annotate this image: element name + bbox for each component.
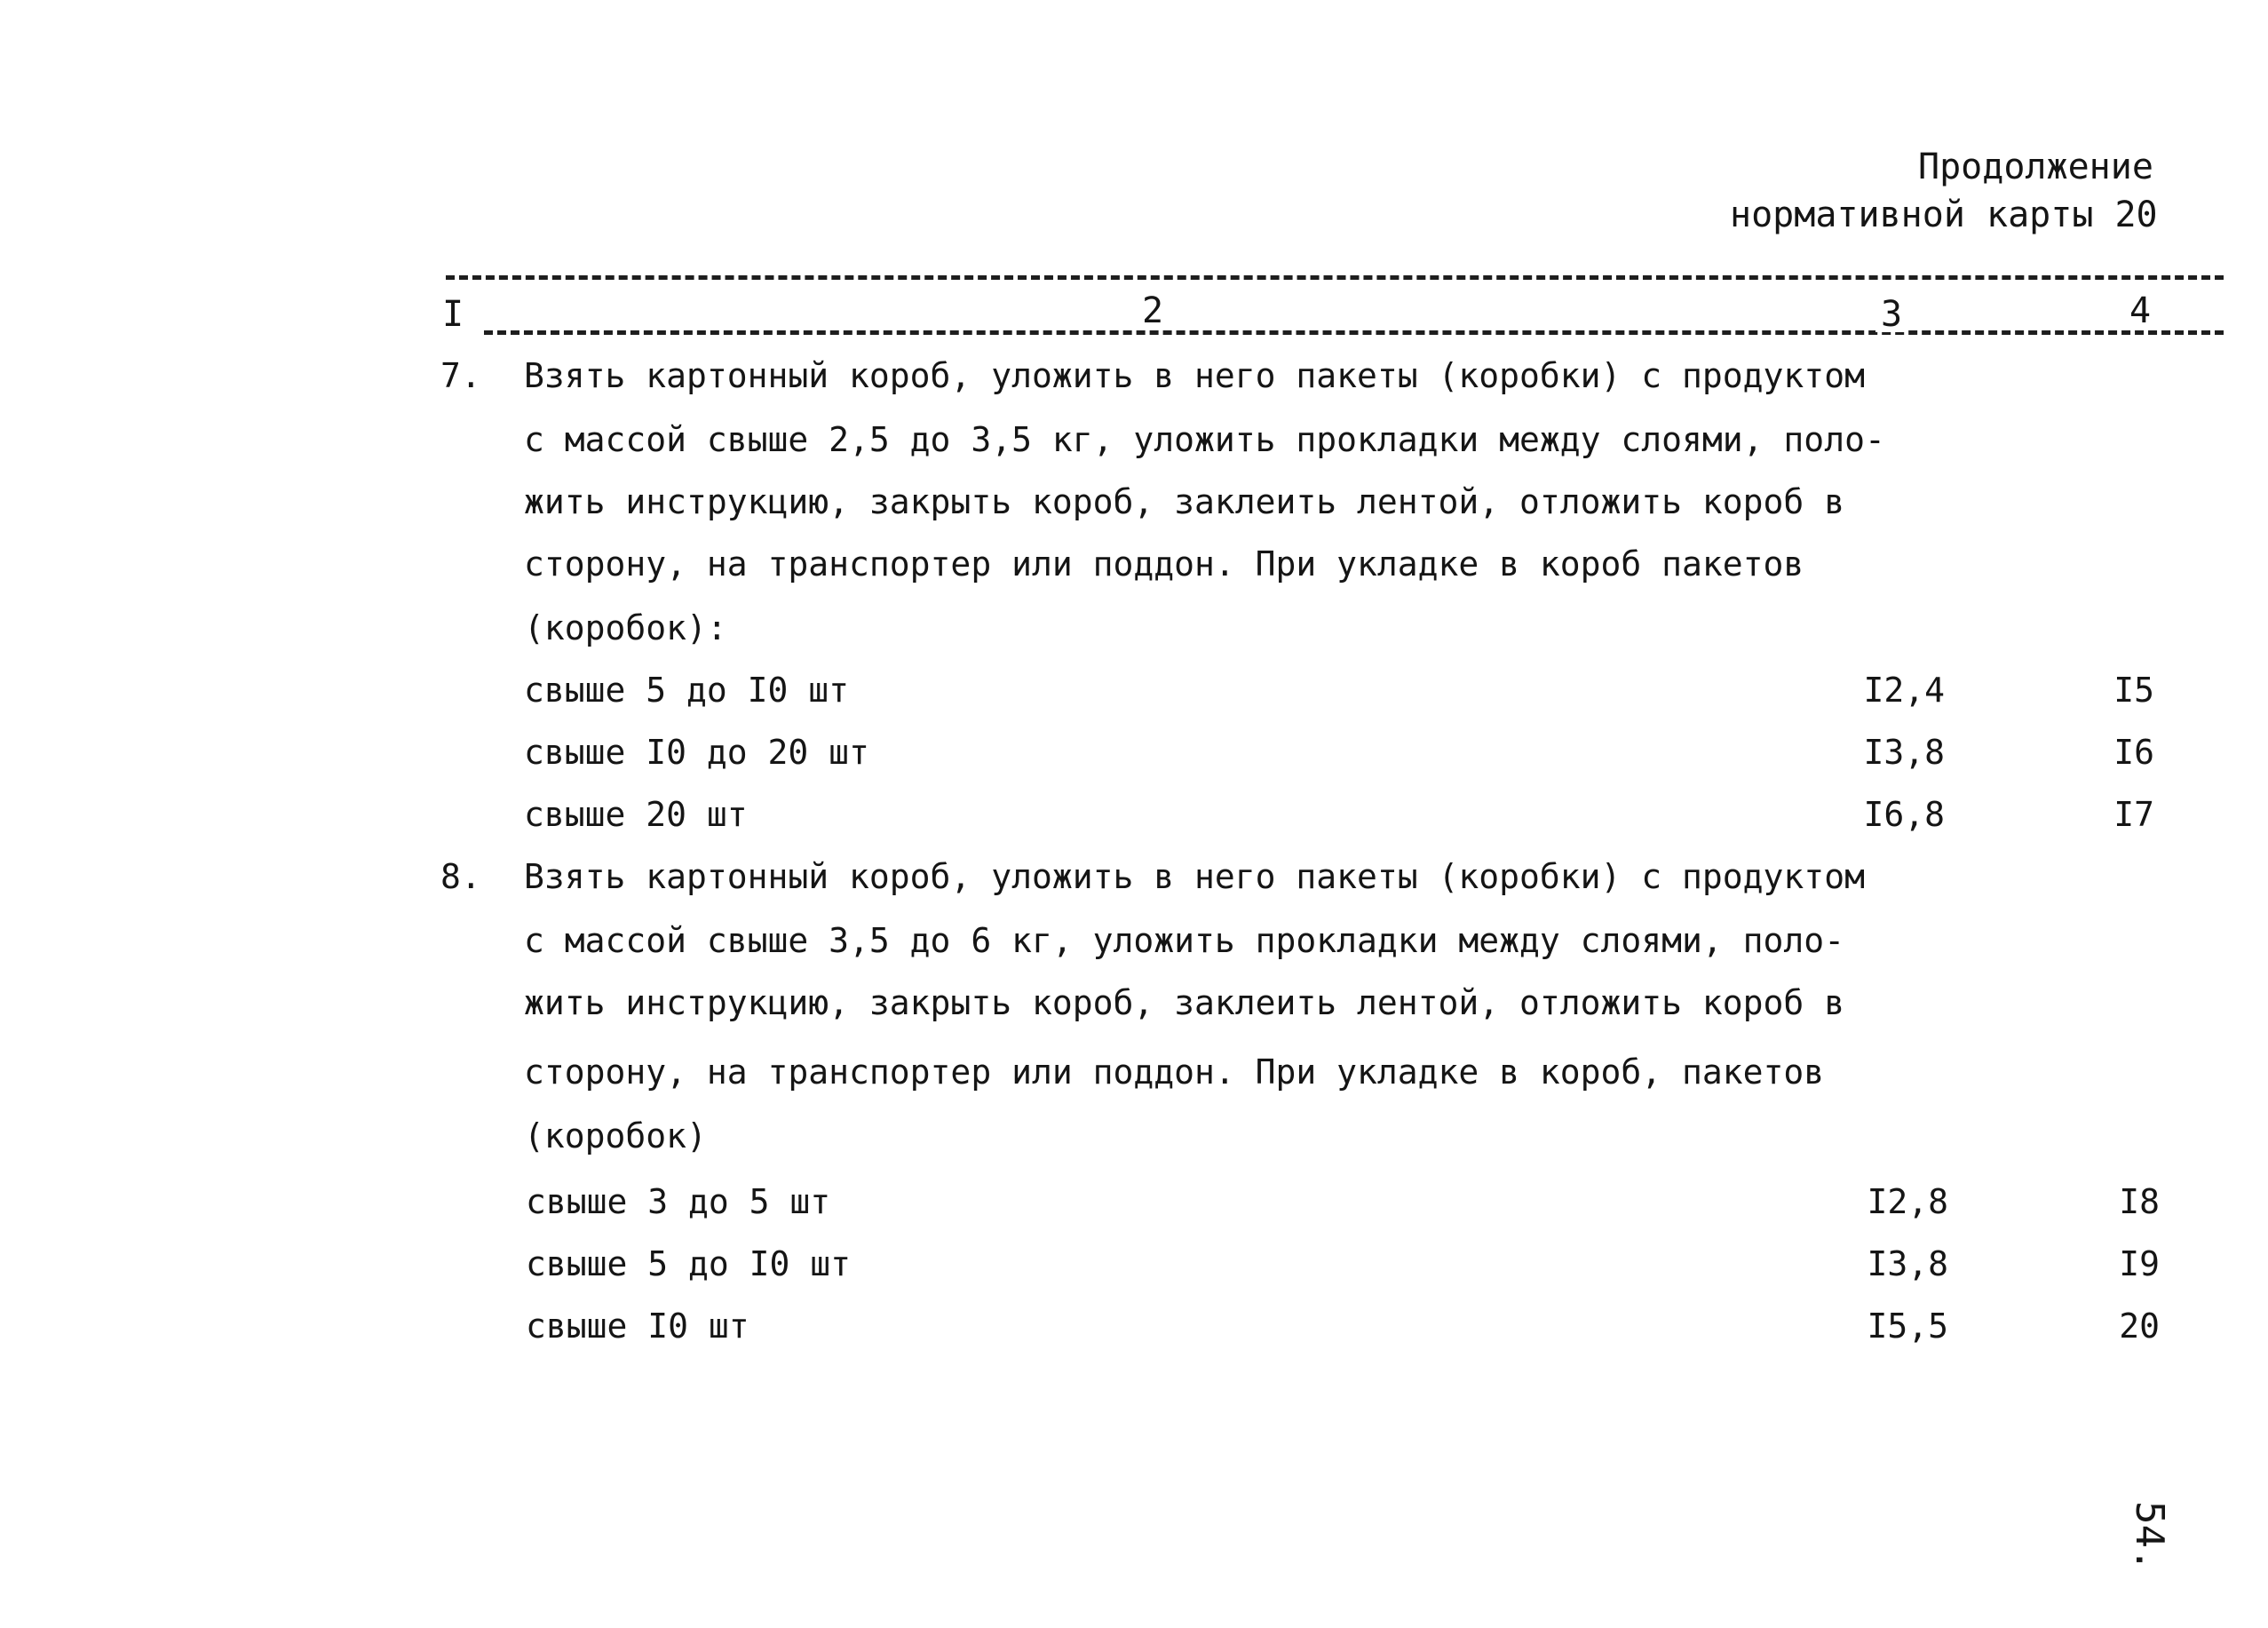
page-number: 54.	[2127, 1501, 2172, 1572]
item-text-line: сторону, на транспортер или поддон. При укладке в короб пакетов	[524, 544, 1804, 584]
row-code: 20	[2119, 1306, 2160, 1346]
item-text-line: сторону, на транспортер или поддон. При укладке в короб, пакетов	[524, 1052, 1825, 1092]
item-text-line: (коробок)	[524, 1116, 707, 1155]
item-text-line: жить инструкцию, закрыть короб, заклеить лентой, отложить короб в	[524, 482, 1845, 521]
row-value: I5,5	[1867, 1306, 1948, 1346]
row-value: I3,8	[1867, 1244, 1948, 1283]
column-number-4: 4	[2124, 293, 2156, 329]
item-text-line: с массой свыше 3,5 до 6 кг, уложить прокладки между слоями, поло-	[524, 921, 1845, 960]
norm-card-label: нормативной карты 20	[1730, 195, 2158, 235]
column-number-3: 3	[1875, 297, 1907, 332]
row-label: свыше 5 до I0 шт	[526, 1244, 852, 1283]
row-label: свыше 20 шт	[524, 795, 748, 834]
row-value: I6,8	[1863, 795, 1945, 834]
continuation-label: Продолжение	[1918, 147, 2153, 187]
row-code: I5	[2113, 671, 2154, 710]
row-label: свыше 5 до I0 шт	[524, 671, 850, 710]
row-label: свыше 3 до 5 шт	[526, 1182, 831, 1221]
item-text-line: с массой свыше 2,5 до 3,5 кг, уложить прокладки между слоями, поло-	[524, 420, 1885, 459]
item-text-line: Взять картонный короб, уложить в него пакеты (коробки) с продуктом	[524, 356, 1865, 395]
row-value: I2,8	[1867, 1182, 1948, 1221]
row-code: I7	[2113, 795, 2154, 834]
item-number: 8.	[440, 857, 481, 896]
row-label: свыше I0 до 20 шт	[524, 733, 869, 772]
row-code: I9	[2119, 1244, 2160, 1283]
item-number: 7.	[440, 356, 481, 395]
row-value: I3,8	[1863, 733, 1945, 772]
item-text-line: Взять картонный короб, уложить в него пакеты (коробки) с продуктом	[524, 857, 1865, 896]
row-label: свыше I0 шт	[526, 1306, 749, 1346]
row-code: I6	[2113, 733, 2154, 772]
column-number-1: I	[437, 297, 469, 332]
column-header-rule	[484, 330, 2224, 335]
column-number-2: 2	[1137, 293, 1169, 329]
item-text-line: (коробок):	[524, 608, 727, 647]
row-value: I2,4	[1863, 671, 1945, 710]
item-text-line: жить инструкцию, закрыть короб, заклеить лентой, отложить короб в	[524, 983, 1845, 1022]
table-top-rule	[446, 275, 2224, 280]
row-code: I8	[2119, 1182, 2160, 1221]
